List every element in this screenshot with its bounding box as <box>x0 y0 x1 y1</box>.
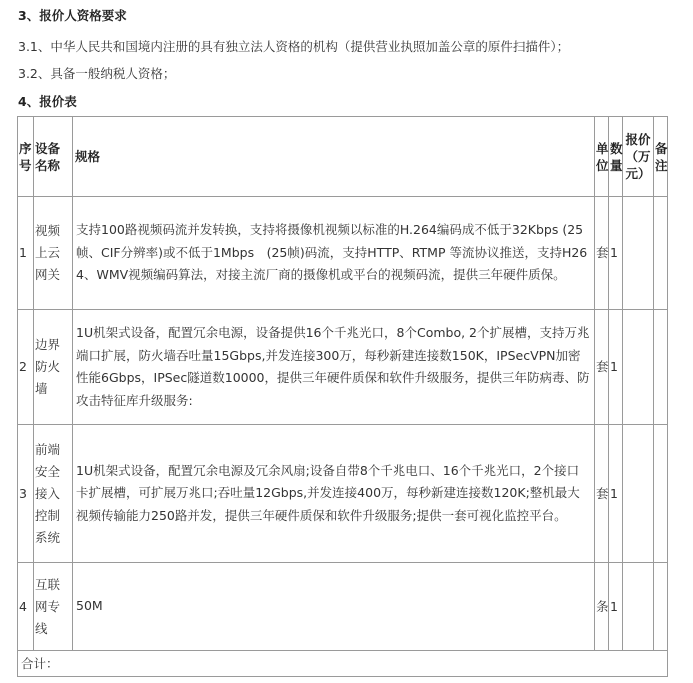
total-label: 合计： <box>18 651 668 677</box>
header-note: 备注 <box>654 117 668 197</box>
row-no: 1 <box>18 197 34 310</box>
row-note[interactable] <box>654 563 668 651</box>
table-row <box>18 563 668 651</box>
quotation-table <box>17 116 668 677</box>
table-header-row <box>18 117 668 197</box>
header-name: 设备名称 <box>34 117 73 197</box>
row-unit: 套 <box>595 197 609 310</box>
row-qty: 1 <box>609 310 623 425</box>
section-3-title: 3、报价人资格要求 <box>18 8 127 23</box>
row-qty: 1 <box>609 197 623 310</box>
row-price[interactable] <box>623 197 654 310</box>
row-unit: 条 <box>595 563 609 651</box>
row-unit: 套 <box>595 425 609 563</box>
header-price: 报价（万元） <box>623 117 654 197</box>
row-name: 前端安全接入控制系统 <box>34 425 73 563</box>
row-spec: 支持100路视频码流并发转换，支持将摄像机视频以标准的H.264编码成不低于32Kbps (25帧、CIF分辨率)或不低于1Mbps (25帧)码流，支持HTTP、RTMP 等流协议推送，支持H264、WMV视频编码算法，对接主流厂商的摄像机或平台的视频码流，提供三年硬件质保。 <box>73 197 595 310</box>
row-price[interactable] <box>623 425 654 563</box>
header-spec: 规格 <box>73 117 595 197</box>
table-row <box>18 310 668 425</box>
qualification-item-2: 3.2、具备一般纳税人资格； <box>18 66 176 81</box>
header-unit: 单位 <box>595 117 609 197</box>
row-no: 4 <box>18 563 34 651</box>
section-4-title: 4、报价表 <box>18 94 77 109</box>
row-spec: 50M <box>73 563 595 651</box>
header-qty: 数量 <box>609 117 623 197</box>
row-note[interactable] <box>654 425 668 563</box>
row-price[interactable] <box>623 310 654 425</box>
row-note[interactable] <box>654 197 668 310</box>
row-name: 互联网专线 <box>34 563 73 651</box>
row-name: 视频上云网关 <box>34 197 73 310</box>
header-no: 序号 <box>18 117 34 197</box>
table-row <box>18 425 668 563</box>
row-price[interactable] <box>623 563 654 651</box>
row-note[interactable] <box>654 310 668 425</box>
row-unit: 套 <box>595 310 609 425</box>
row-spec: 1U机架式设备，配置冗余电源及冗余风扇;设备自带8个千兆电口、16个千兆光口，2个接口卡扩展槽，可扩展万兆口;吞吐量12Gbps,并发连接400万，每秒新建连接数120K;整机最大视频传输能力250路并发，提供三年硬件质保和软件升级服务;提供一套可视化监控平台。 <box>73 425 595 563</box>
row-no: 2 <box>18 310 34 425</box>
row-qty: 1 <box>609 425 623 563</box>
row-qty: 1 <box>609 563 623 651</box>
table-row <box>18 197 668 310</box>
qualification-item-1: 3.1、中华人民共和国境内注册的具有独立法人资格的机构（提供营业执照加盖公章的原件扫描件）； <box>18 39 570 54</box>
row-spec: 1U机架式设备，配置冗余电源，设备提供16个千兆光口，8个Combo, 2个扩展槽，支持万兆端口扩展，防火墙吞吐量15Gbps,并发连接300万，每秒新建连接数150K，IPSecVPN加密性能6Gbps，IPSec隧道数10000，提供三年硬件质保和软件升级服务，提供三年防病毒、防攻击特征库升级服务: <box>73 310 595 425</box>
row-no: 3 <box>18 425 34 563</box>
table-total-row <box>18 651 668 677</box>
row-name: 边界防火墙 <box>34 310 73 425</box>
